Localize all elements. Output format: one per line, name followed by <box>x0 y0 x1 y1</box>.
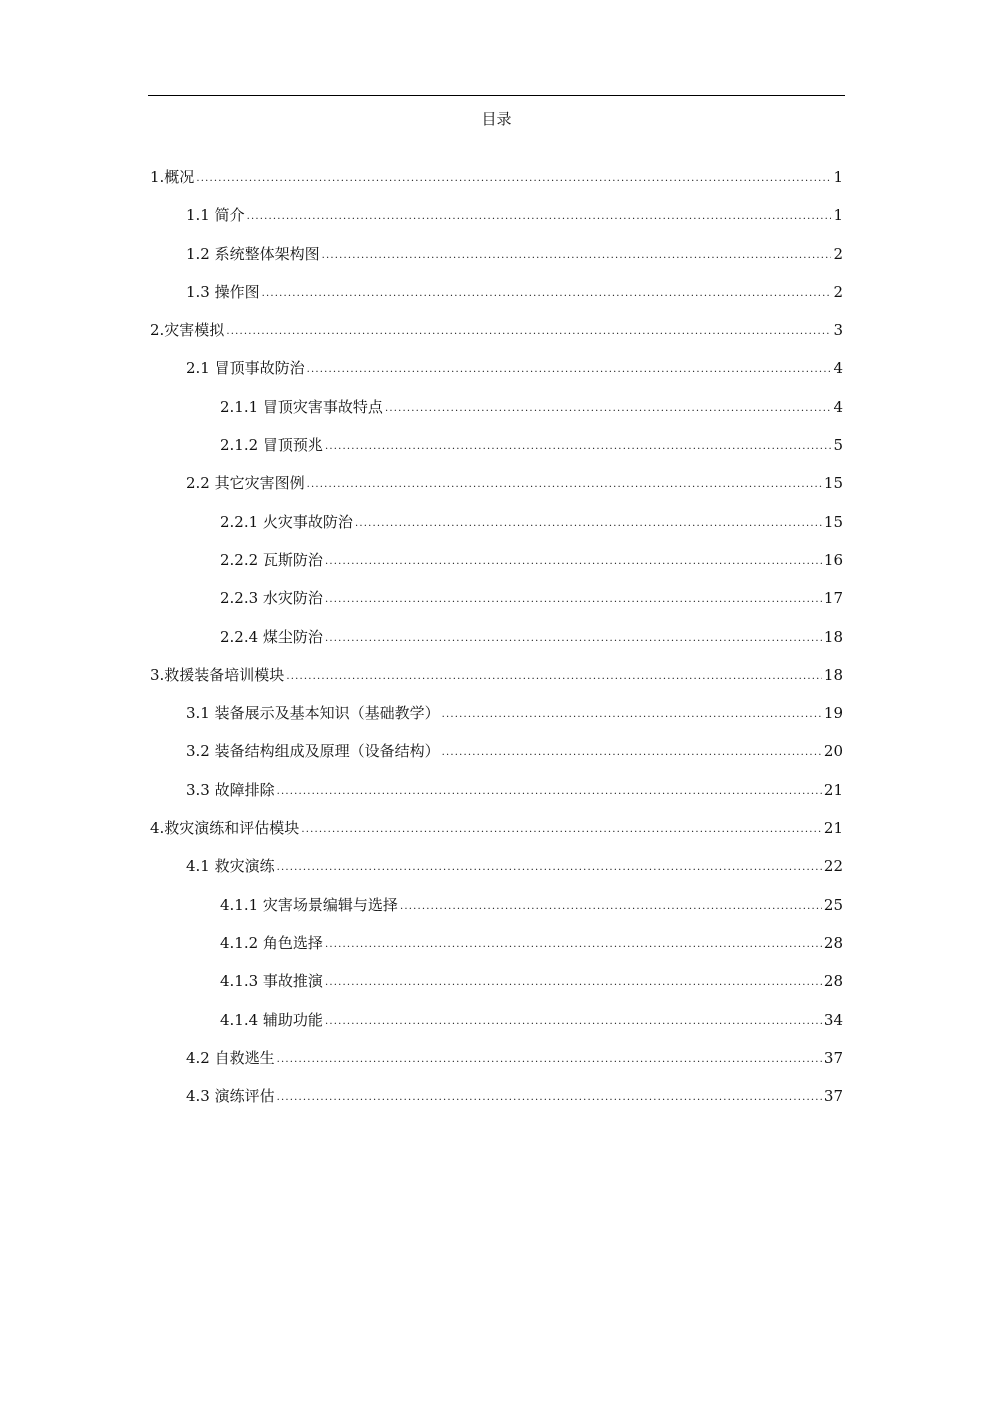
toc-entry[interactable] <box>148 1008 845 1046</box>
toc-entry-label: 4.1.3 事故推演 <box>220 972 323 991</box>
toc-leader-dots <box>277 1086 822 1110</box>
toc-entry[interactable] <box>148 893 845 931</box>
toc-entry[interactable] <box>148 1084 845 1122</box>
toc-entry[interactable] <box>148 165 845 203</box>
toc-entry-page-number: 15 <box>823 512 843 531</box>
toc-entry-page-number: 3 <box>833 321 843 340</box>
toc-entry-page-number: 28 <box>823 933 843 952</box>
toc-entry[interactable] <box>148 663 845 701</box>
toc-leader-dots <box>400 895 822 919</box>
toc-entry-page-number: 4 <box>833 359 843 378</box>
toc-entry[interactable] <box>148 739 845 777</box>
toc-entry[interactable] <box>148 816 845 854</box>
toc-leader-dots <box>277 1048 822 1072</box>
toc-entry-page-number: 37 <box>823 1087 843 1106</box>
toc-leader-dots <box>307 358 832 382</box>
toc-entry[interactable] <box>148 318 845 356</box>
toc-entry[interactable] <box>148 433 845 471</box>
table-of-contents <box>148 165 845 1122</box>
toc-entry[interactable] <box>148 471 845 509</box>
toc-entry[interactable] <box>148 203 845 241</box>
toc-entry-page-number: 28 <box>823 972 843 991</box>
toc-leader-dots <box>322 244 832 268</box>
toc-leader-dots <box>226 320 831 344</box>
toc-entry-label: 4.3 演练评估 <box>186 1087 275 1106</box>
toc-entry[interactable] <box>148 280 845 318</box>
toc-entry-label: 3.2 装备结构组成及原理（设备结构） <box>186 742 440 761</box>
toc-entry-label: 2.2.2 瓦斯防治 <box>220 550 323 569</box>
toc-entry-label: 1.3 操作图 <box>186 282 260 301</box>
toc-entry-label: 4.1.1 灾害场景编辑与选择 <box>220 895 398 914</box>
toc-leader-dots <box>325 1010 822 1034</box>
toc-leader-dots <box>325 971 822 995</box>
toc-entry-label: 2.2.1 火灾事故防治 <box>220 512 353 531</box>
toc-entry-page-number: 2 <box>833 244 843 263</box>
toc-leader-dots <box>286 665 822 689</box>
toc-leader-dots <box>307 473 822 497</box>
toc-entry[interactable] <box>148 1046 845 1084</box>
toc-entry-label: 1.1 简介 <box>186 206 245 225</box>
toc-entry-label: 2.灾害模拟 <box>150 321 225 340</box>
toc-leader-dots <box>325 588 822 612</box>
toc-leader-dots <box>325 435 832 459</box>
toc-leader-dots <box>262 282 832 306</box>
toc-leader-dots <box>325 933 822 957</box>
toc-entry-page-number: 22 <box>823 857 843 876</box>
toc-entry[interactable] <box>148 778 845 816</box>
toc-entry-label: 4.救灾演练和评估模块 <box>150 819 300 838</box>
toc-entry-label: 3.3 故障排除 <box>186 780 275 799</box>
toc-entry-page-number: 21 <box>823 819 843 838</box>
toc-entry-page-number: 16 <box>823 550 843 569</box>
toc-entry-label: 4.1 救灾演练 <box>186 857 275 876</box>
toc-entry-label: 2.1 冒顶事故防治 <box>186 359 305 378</box>
toc-leader-dots <box>442 741 822 765</box>
toc-leader-dots <box>385 397 832 421</box>
toc-entry[interactable] <box>148 242 845 280</box>
toc-leader-dots <box>247 205 832 229</box>
toc-leader-dots <box>277 856 822 880</box>
toc-entry-page-number: 34 <box>823 1010 843 1029</box>
toc-entry-page-number: 19 <box>823 704 843 723</box>
toc-entry-label: 4.1.4 辅助功能 <box>220 1010 323 1029</box>
toc-entry[interactable] <box>148 969 845 1007</box>
toc-entry-label: 3.1 装备展示及基本知识（基础教学） <box>186 704 440 723</box>
toc-entry-label: 1.概况 <box>150 168 195 186</box>
toc-entry-label: 3.救援装备培训模块 <box>150 665 285 684</box>
header-rule <box>148 95 845 96</box>
toc-entry[interactable] <box>148 625 845 663</box>
toc-leader-dots <box>442 703 822 727</box>
toc-entry-label: 2.1.1 冒顶灾害事故特点 <box>220 397 383 416</box>
toc-leader-dots <box>325 627 822 651</box>
toc-entry-page-number: 1 <box>833 206 843 225</box>
toc-entry-page-number: 1 <box>833 168 843 186</box>
toc-entry[interactable] <box>148 548 845 586</box>
toc-entry-label: 4.1.2 角色选择 <box>220 933 323 952</box>
toc-entry[interactable] <box>148 395 845 433</box>
toc-entry-page-number: 20 <box>823 742 843 761</box>
toc-entry-page-number: 5 <box>833 436 843 455</box>
toc-leader-dots <box>301 818 822 842</box>
toc-leader-dots <box>325 550 822 574</box>
toc-entry-label: 2.2 其它灾害图例 <box>186 474 305 493</box>
toc-title: 目录 <box>481 110 512 128</box>
toc-entry[interactable] <box>148 854 845 892</box>
toc-entry-page-number: 37 <box>823 1048 843 1067</box>
toc-entry-page-number: 2 <box>833 282 843 301</box>
toc-entry-page-number: 18 <box>823 627 843 646</box>
toc-entry-label: 4.2 自救逃生 <box>186 1048 275 1067</box>
toc-entry-page-number: 17 <box>823 589 843 608</box>
toc-entry[interactable] <box>148 931 845 969</box>
toc-entry[interactable] <box>148 356 845 394</box>
toc-entry-label: 1.2 系统整体架构图 <box>186 244 320 263</box>
toc-entry-label: 2.1.2 冒顶预兆 <box>220 436 323 455</box>
toc-entry[interactable] <box>148 510 845 548</box>
toc-entry-page-number: 25 <box>823 895 843 914</box>
toc-entry-page-number: 15 <box>823 474 843 493</box>
toc-leader-dots <box>355 512 822 536</box>
toc-leader-dots <box>277 780 822 804</box>
toc-entry-page-number: 21 <box>823 780 843 799</box>
toc-entry[interactable] <box>148 701 845 739</box>
toc-entry-page-number: 4 <box>833 397 843 416</box>
toc-entry[interactable] <box>148 586 845 624</box>
toc-entry-label: 2.2.3 水灾防治 <box>220 589 323 608</box>
toc-entry-label: 2.2.4 煤尘防治 <box>220 627 323 646</box>
toc-leader-dots <box>196 167 831 191</box>
toc-entry-page-number: 18 <box>823 665 843 684</box>
